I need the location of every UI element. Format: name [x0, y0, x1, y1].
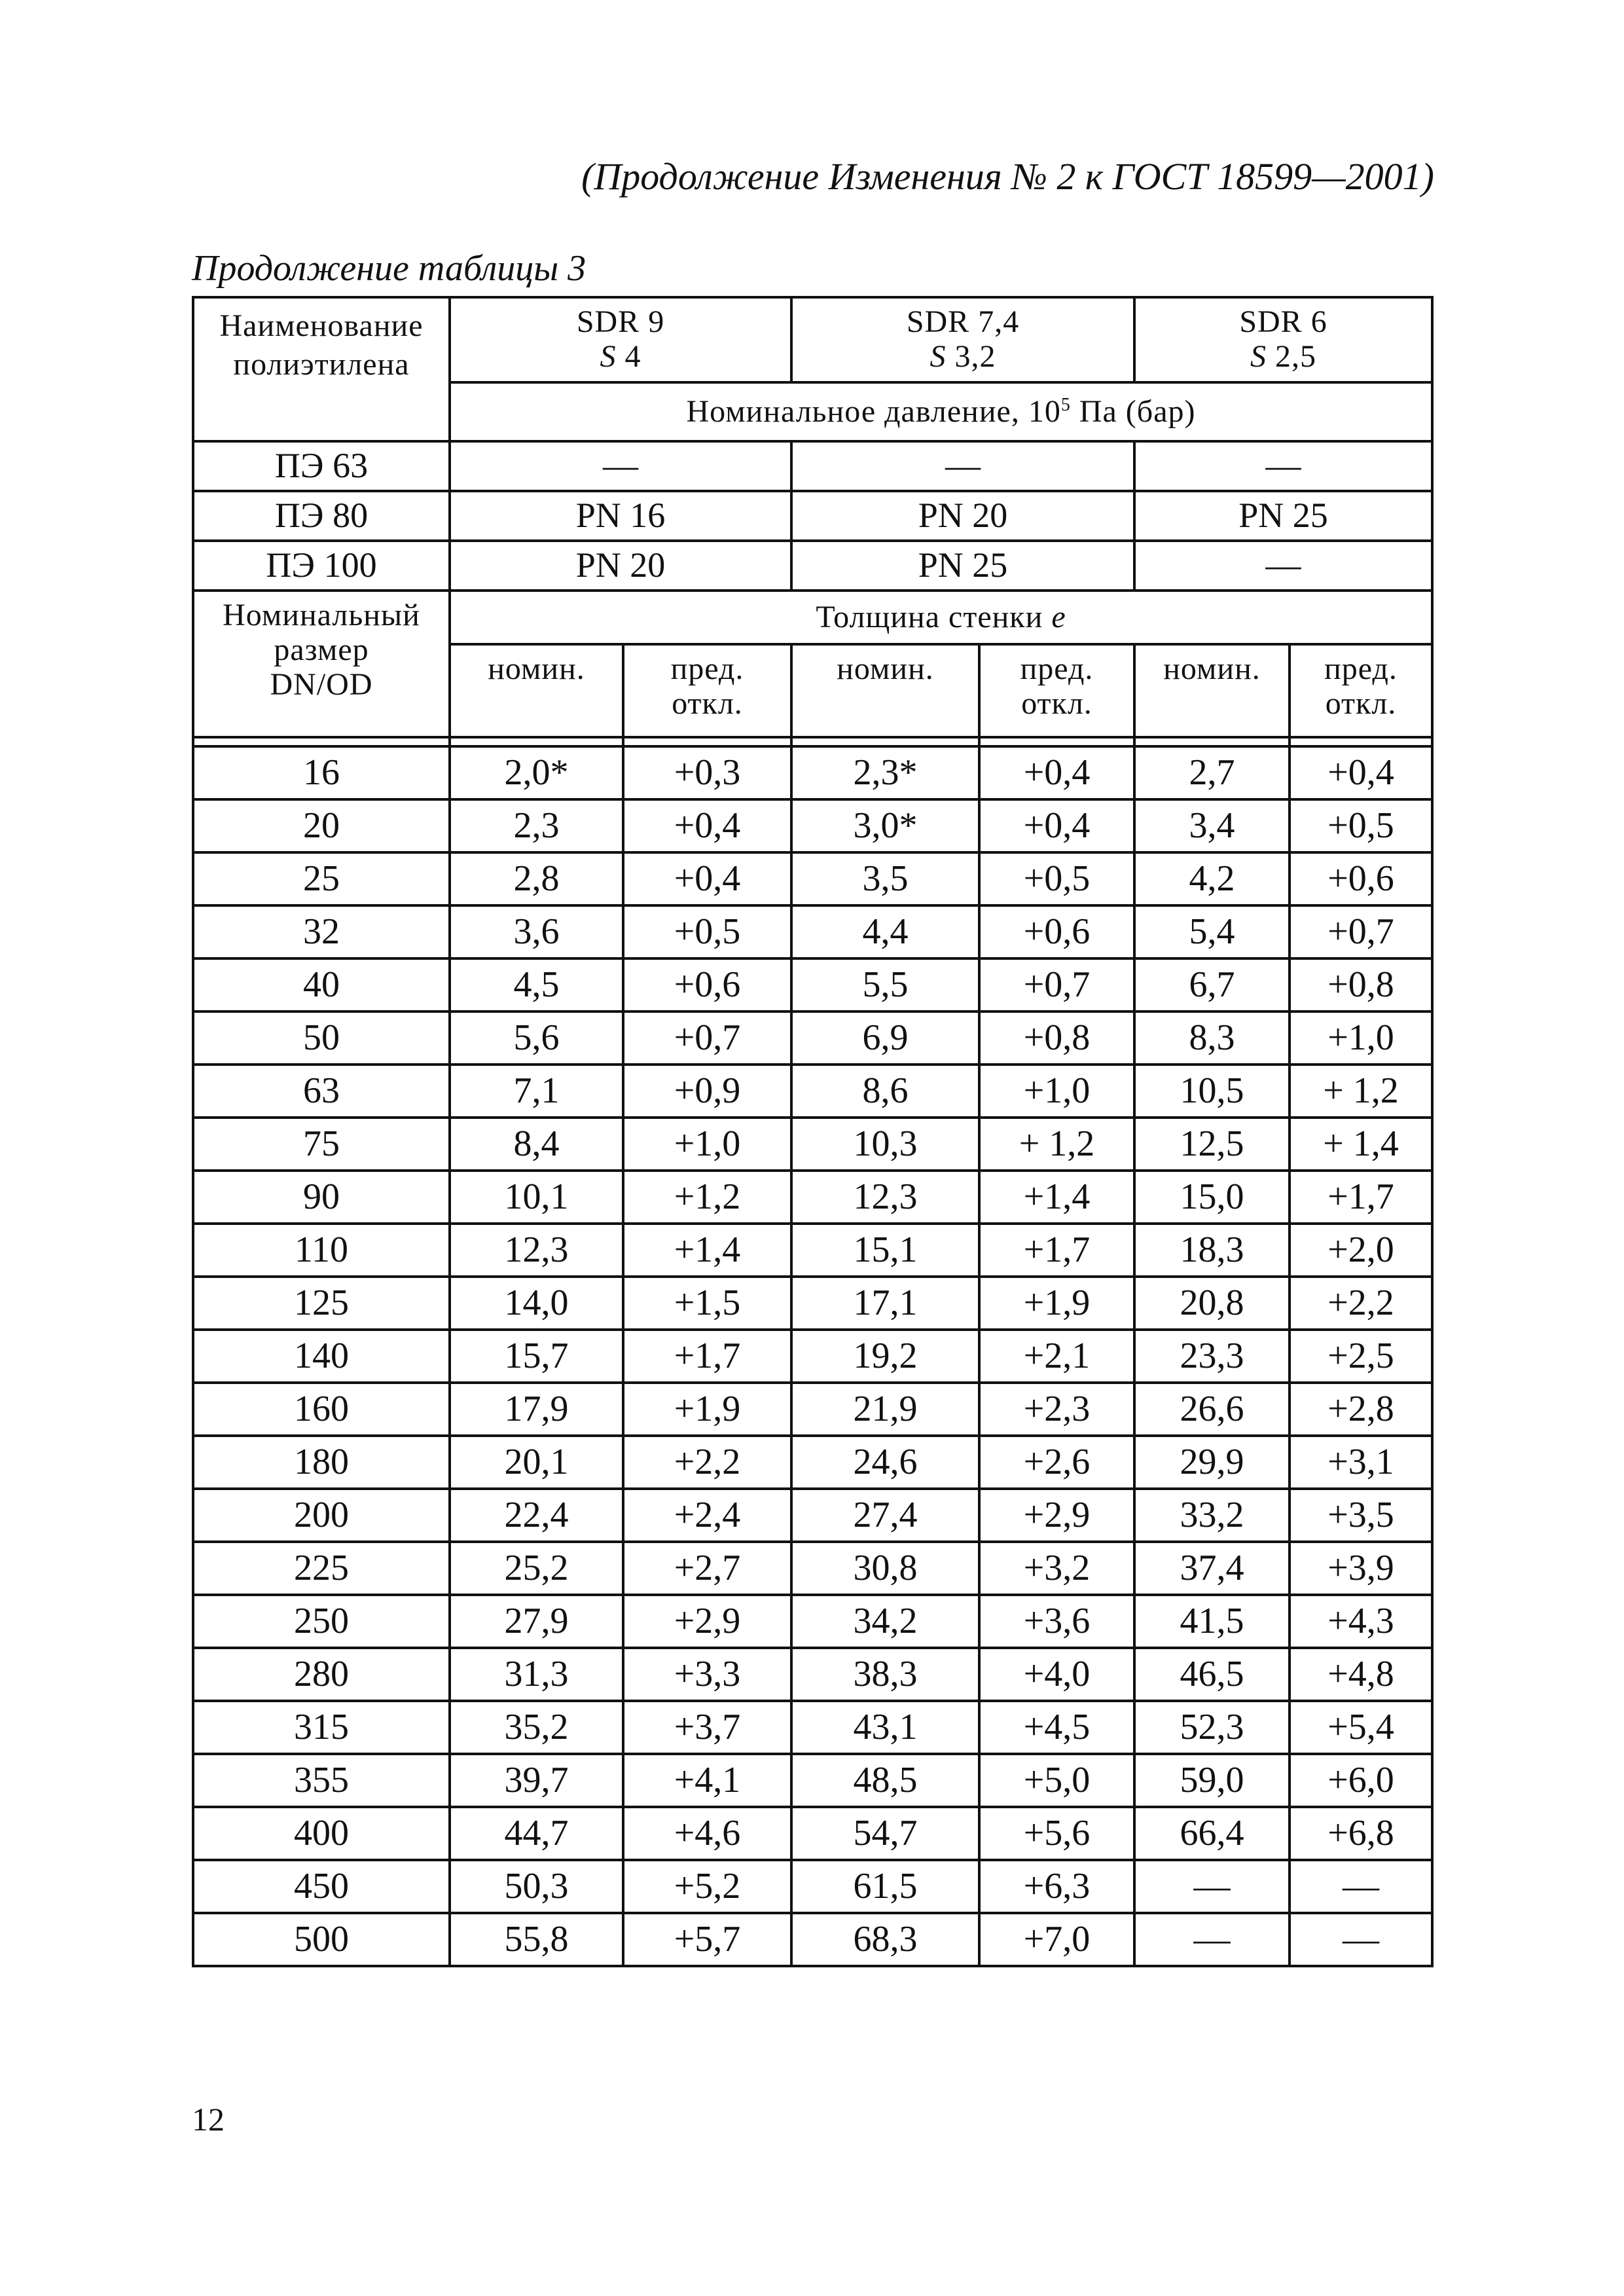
- nominal-size-cell: 40: [193, 958, 450, 1011]
- nominal-thickness-cell: 17,9: [450, 1383, 623, 1436]
- deviation-cell: +3,6: [979, 1595, 1134, 1648]
- deviation-cell: +2,1: [979, 1330, 1134, 1383]
- nominal-size-cell: 25: [193, 852, 450, 905]
- deviation-cell: +4,5: [979, 1701, 1134, 1754]
- nominal-thickness-cell: 4,2: [1134, 852, 1290, 905]
- nominal-thickness-cell: 59,0: [1134, 1754, 1290, 1807]
- nominal-thickness-cell: 12,3: [791, 1171, 979, 1224]
- sdr-group-header: [791, 297, 1134, 382]
- nominal-thickness-cell: 3,6: [450, 905, 623, 958]
- deviation-cell: +0,5: [623, 905, 791, 958]
- table-caption: Продолжение таблицы 3: [192, 248, 586, 289]
- nominal-thickness-cell: 27,9: [450, 1595, 623, 1648]
- deviation-cell: +1,0: [623, 1118, 791, 1171]
- nominal-thickness-cell: 29,9: [1134, 1436, 1290, 1489]
- nominal-thickness-cell: 2,0*: [450, 746, 623, 799]
- nominal-size-cell: 110: [193, 1224, 450, 1277]
- nominal-thickness-cell: 7,1: [450, 1065, 623, 1118]
- deviation-cell: +2,3: [979, 1383, 1134, 1436]
- deviation-cell: +0,4: [979, 746, 1134, 799]
- nominal-size-cell: 125: [193, 1277, 450, 1330]
- deviation-cell: +0,8: [1290, 958, 1432, 1011]
- deviation-cell: +3,7: [623, 1701, 791, 1754]
- deviation-cell: +1,7: [623, 1330, 791, 1383]
- table-row: ПЭ 80 PN 16 PN 20 PN 25: [193, 491, 1432, 541]
- nominal-thickness-cell: 46,5: [1134, 1648, 1290, 1701]
- deviation-cell: +5,6: [979, 1807, 1134, 1860]
- deviation-cell: +0,4: [623, 852, 791, 905]
- pe-grade: ПЭ 80: [193, 491, 450, 541]
- table-row: [193, 1171, 1432, 1224]
- nominal-thickness-cell: 15,7: [450, 1330, 623, 1383]
- nominal-size-cell: 500: [193, 1913, 450, 1966]
- nominal-thickness-cell: 50,3: [450, 1860, 623, 1913]
- deviation-cell: +4,0: [979, 1648, 1134, 1701]
- deviation-cell: +4,1: [623, 1754, 791, 1807]
- deviation-cell: +0,6: [623, 958, 791, 1011]
- nominal-thickness-cell: 48,5: [791, 1754, 979, 1807]
- nominal-thickness-cell: —: [1134, 1860, 1290, 1913]
- deviation-cell: +1,4: [623, 1224, 791, 1277]
- deviation-cell: +0,5: [1290, 799, 1432, 852]
- table-row: [193, 1224, 1432, 1277]
- table-row: [193, 958, 1432, 1011]
- deviation-cell: +5,0: [979, 1754, 1134, 1807]
- nominal-thickness-cell: 25,2: [450, 1542, 623, 1595]
- nominal-thickness-cell: 3,0*: [791, 799, 979, 852]
- table-row: ПЭ 100 PN 20 PN 25 —: [193, 541, 1432, 591]
- nominal-size-cell: 20: [193, 799, 450, 852]
- nominal-thickness-cell: 2,3: [450, 799, 623, 852]
- nominal-pressure-header: Номинальное давление, $10^5$ Па (бар): [450, 382, 1432, 441]
- nominal-thickness-cell: 39,7: [450, 1754, 623, 1807]
- deviation-cell: +3,1: [1290, 1436, 1432, 1489]
- nominal-thickness-cell: 2,3*: [791, 746, 979, 799]
- deviation-cell: +0,6: [1290, 852, 1432, 905]
- deviation-cell: +1,7: [979, 1224, 1134, 1277]
- nominal-thickness-cell: 24,6: [791, 1436, 979, 1489]
- nominal-size-cell: 160: [193, 1383, 450, 1436]
- nominal-thickness-cell: 4,5: [450, 958, 623, 1011]
- deviation-cell: +6,8: [1290, 1807, 1432, 1860]
- nominal-thickness-cell: 66,4: [1134, 1807, 1290, 1860]
- deviation-cell: +2,0: [1290, 1224, 1432, 1277]
- deviation-cell: +0,7: [623, 1011, 791, 1065]
- data-rows: [193, 746, 1432, 1966]
- deviation-cell: +0,5: [979, 852, 1134, 905]
- deviation-cell: + 1,4: [1290, 1118, 1432, 1171]
- nominal-thickness-cell: 30,8: [791, 1542, 979, 1595]
- table-row: [193, 1118, 1432, 1171]
- nominal-thickness-cell: 20,1: [450, 1436, 623, 1489]
- table-row: [193, 1913, 1432, 1966]
- pe-grade: ПЭ 63: [193, 441, 450, 491]
- table-row: [193, 1330, 1432, 1383]
- sdr-label: SDR 6: [1239, 304, 1327, 340]
- deviation-cell: +0,3: [623, 746, 791, 799]
- nominal-size-cell: 32: [193, 905, 450, 958]
- deviation-cell: +3,3: [623, 1648, 791, 1701]
- deviation-cell: —: [1290, 1860, 1432, 1913]
- deviation-cell: +3,9: [1290, 1542, 1432, 1595]
- table-row: [193, 1011, 1432, 1065]
- table-row: ПЭ 63 — — —: [193, 441, 1432, 491]
- wall-thickness-table: [192, 296, 1434, 1967]
- nominal-thickness-cell: 44,7: [450, 1807, 623, 1860]
- table-row: [193, 1542, 1432, 1595]
- deviation-cell: +4,6: [623, 1807, 791, 1860]
- nominal-size-cell: 355: [193, 1754, 450, 1807]
- deviation-cell: +2,9: [979, 1489, 1134, 1542]
- nominal-thickness-cell: 35,2: [450, 1701, 623, 1754]
- table-row: [193, 1648, 1432, 1701]
- nominal-size-cell: 200: [193, 1489, 450, 1542]
- nominal-thickness-cell: 8,4: [450, 1118, 623, 1171]
- nominal-thickness-cell: 37,4: [1134, 1542, 1290, 1595]
- nominal-thickness-cell: 5,6: [450, 1011, 623, 1065]
- nominal-thickness-cell: 6,9: [791, 1011, 979, 1065]
- table-row: [193, 1701, 1432, 1754]
- nominal-thickness-cell: 61,5: [791, 1860, 979, 1913]
- nominal-thickness-cell: 2,7: [1134, 746, 1290, 799]
- nominal-thickness-cell: 31,3: [450, 1648, 623, 1701]
- nominal-thickness-cell: 41,5: [1134, 1595, 1290, 1648]
- nominal-thickness-cell: 8,6: [791, 1065, 979, 1118]
- deviation-cell: +1,9: [623, 1383, 791, 1436]
- deviation-cell: +2,9: [623, 1595, 791, 1648]
- nominal-size-cell: 315: [193, 1701, 450, 1754]
- nominal-thickness-cell: 8,3: [1134, 1011, 1290, 1065]
- table-row: [193, 1754, 1432, 1807]
- nominal-thickness-cell: 15,1: [791, 1224, 979, 1277]
- nominal-size-cell: 400: [193, 1807, 450, 1860]
- nominal-thickness-cell: 5,4: [1134, 905, 1290, 958]
- deviation-cell: +2,5: [1290, 1330, 1432, 1383]
- nominal-thickness-cell: 68,3: [791, 1913, 979, 1966]
- table-row: [193, 1436, 1432, 1489]
- sdr-group-header: [450, 297, 791, 382]
- deviation-cell: +1,0: [979, 1065, 1134, 1118]
- nominal-column-header: номин.: [791, 644, 979, 737]
- nominal-thickness-cell: 55,8: [450, 1913, 623, 1966]
- table-row: [193, 1277, 1432, 1330]
- header-separator: [193, 737, 1432, 746]
- deviation-cell: +1,2: [623, 1171, 791, 1224]
- nominal-thickness-cell: 10,1: [450, 1171, 623, 1224]
- deviation-cell: +6,0: [1290, 1754, 1432, 1807]
- nominal-thickness-cell: 26,6: [1134, 1383, 1290, 1436]
- deviation-cell: +4,3: [1290, 1595, 1432, 1648]
- nominal-thickness-cell: 20,8: [1134, 1277, 1290, 1330]
- deviation-cell: +5,4: [1290, 1701, 1432, 1754]
- nominal-thickness-cell: 17,1: [791, 1277, 979, 1330]
- nominal-thickness-cell: 12,5: [1134, 1118, 1290, 1171]
- deviation-cell: +0,7: [1290, 905, 1432, 958]
- nominal-size-cell: 450: [193, 1860, 450, 1913]
- nominal-size-cell: 75: [193, 1118, 450, 1171]
- deviation-cell: +0,4: [1290, 746, 1432, 799]
- table-row: [193, 852, 1432, 905]
- nominal-thickness-cell: 34,2: [791, 1595, 979, 1648]
- deviation-cell: +5,7: [623, 1913, 791, 1966]
- nominal-thickness-cell: 18,3: [1134, 1224, 1290, 1277]
- s-value: S 3,2: [929, 339, 996, 374]
- nominal-thickness-cell: 22,4: [450, 1489, 623, 1542]
- nominal-thickness-cell: 27,4: [791, 1489, 979, 1542]
- deviation-cell: + 1,2: [979, 1118, 1134, 1171]
- sdr-label: SDR 7,4: [906, 304, 1020, 340]
- nominal-size-cell: 250: [193, 1595, 450, 1648]
- page-number: 12: [192, 2101, 225, 2138]
- deviation-cell: +6,3: [979, 1860, 1134, 1913]
- deviation-cell: +0,9: [623, 1065, 791, 1118]
- deviation-cell: +2,2: [1290, 1277, 1432, 1330]
- table-row: [193, 746, 1432, 799]
- deviation-cell: +1,7: [1290, 1171, 1432, 1224]
- nominal-size-cell: 225: [193, 1542, 450, 1595]
- nominal-thickness-cell: 10,3: [791, 1118, 979, 1171]
- deviation-cell: +2,6: [979, 1436, 1134, 1489]
- table-row: [193, 1489, 1432, 1542]
- deviation-cell: +0,7: [979, 958, 1134, 1011]
- deviation-cell: +5,2: [623, 1860, 791, 1913]
- deviation-cell: +3,2: [979, 1542, 1134, 1595]
- deviation-cell: +4,8: [1290, 1648, 1432, 1701]
- nominal-thickness-cell: 43,1: [791, 1701, 979, 1754]
- table-row: [193, 1383, 1432, 1436]
- deviation-cell: +7,0: [979, 1913, 1134, 1966]
- nominal-thickness-cell: 6,7: [1134, 958, 1290, 1011]
- sdr-group-header: [1134, 297, 1432, 382]
- nominal-size-cell: 280: [193, 1648, 450, 1701]
- deviation-cell: +0,6: [979, 905, 1134, 958]
- deviation-column-header: пред. откл.: [623, 644, 791, 737]
- nominal-thickness-cell: 21,9: [791, 1383, 979, 1436]
- deviation-column-header: пред. откл.: [979, 644, 1134, 737]
- table-row: [193, 1807, 1432, 1860]
- nominal-thickness-cell: 10,5: [1134, 1065, 1290, 1118]
- deviation-cell: +1,5: [623, 1277, 791, 1330]
- deviation-cell: +2,4: [623, 1489, 791, 1542]
- nominal-thickness-cell: 3,5: [791, 852, 979, 905]
- nominal-thickness-cell: 4,4: [791, 905, 979, 958]
- table-row: [193, 1595, 1432, 1648]
- deviation-cell: +2,8: [1290, 1383, 1432, 1436]
- nominal-thickness-cell: 33,2: [1134, 1489, 1290, 1542]
- nominal-thickness-cell: 3,4: [1134, 799, 1290, 852]
- deviation-cell: +1,0: [1290, 1011, 1432, 1065]
- deviation-cell: +0,8: [979, 1011, 1134, 1065]
- nominal-thickness-cell: 14,0: [450, 1277, 623, 1330]
- deviation-cell: +1,4: [979, 1171, 1134, 1224]
- nominal-size-cell: 90: [193, 1171, 450, 1224]
- sdr-label: SDR 9: [576, 304, 665, 340]
- deviation-cell: + 1,2: [1290, 1065, 1432, 1118]
- nominal-size-cell: 50: [193, 1011, 450, 1065]
- s-value: S 2,5: [1250, 339, 1316, 374]
- deviation-cell: +2,7: [623, 1542, 791, 1595]
- deviation-cell: +0,4: [979, 799, 1134, 852]
- nominal-thickness-cell: 38,3: [791, 1648, 979, 1701]
- table-row: [193, 1065, 1432, 1118]
- continuation-note: (Продолжение Изменения № 2 к ГОСТ 18599—2001): [581, 155, 1434, 198]
- wall-thickness-header: Толщина стенки e: [450, 591, 1432, 644]
- deviation-cell: +3,5: [1290, 1489, 1432, 1542]
- nominal-thickness-cell: 23,3: [1134, 1330, 1290, 1383]
- nominal-size-cell: 16: [193, 746, 450, 799]
- deviation-cell: —: [1290, 1913, 1432, 1966]
- nominal-thickness-cell: 15,0: [1134, 1171, 1290, 1224]
- nominal-size-header: Номинальный размер DN/OD: [193, 591, 450, 737]
- deviation-cell: +2,2: [623, 1436, 791, 1489]
- deviation-cell: +1,9: [979, 1277, 1134, 1330]
- nominal-thickness-cell: 5,5: [791, 958, 979, 1011]
- pe-grade: ПЭ 100: [193, 541, 450, 591]
- nominal-column-header: номин.: [1134, 644, 1290, 737]
- polyethylene-name-header: Наименование полиэтилена: [193, 297, 450, 441]
- nominal-thickness-cell: —: [1134, 1913, 1290, 1966]
- nominal-size-cell: 63: [193, 1065, 450, 1118]
- nominal-column-header: номин.: [450, 644, 623, 737]
- table-row: [193, 905, 1432, 958]
- nominal-size-cell: 180: [193, 1436, 450, 1489]
- nominal-thickness-cell: 54,7: [791, 1807, 979, 1860]
- nominal-thickness-cell: 2,8: [450, 852, 623, 905]
- nominal-thickness-cell: 19,2: [791, 1330, 979, 1383]
- deviation-cell: +0,4: [623, 799, 791, 852]
- deviation-column-header: пред. откл.: [1290, 644, 1432, 737]
- nominal-thickness-cell: 12,3: [450, 1224, 623, 1277]
- s-value: S 4: [600, 339, 641, 374]
- nominal-thickness-cell: 52,3: [1134, 1701, 1290, 1754]
- table-row: [193, 1860, 1432, 1913]
- table-row: [193, 799, 1432, 852]
- nominal-size-cell: 140: [193, 1330, 450, 1383]
